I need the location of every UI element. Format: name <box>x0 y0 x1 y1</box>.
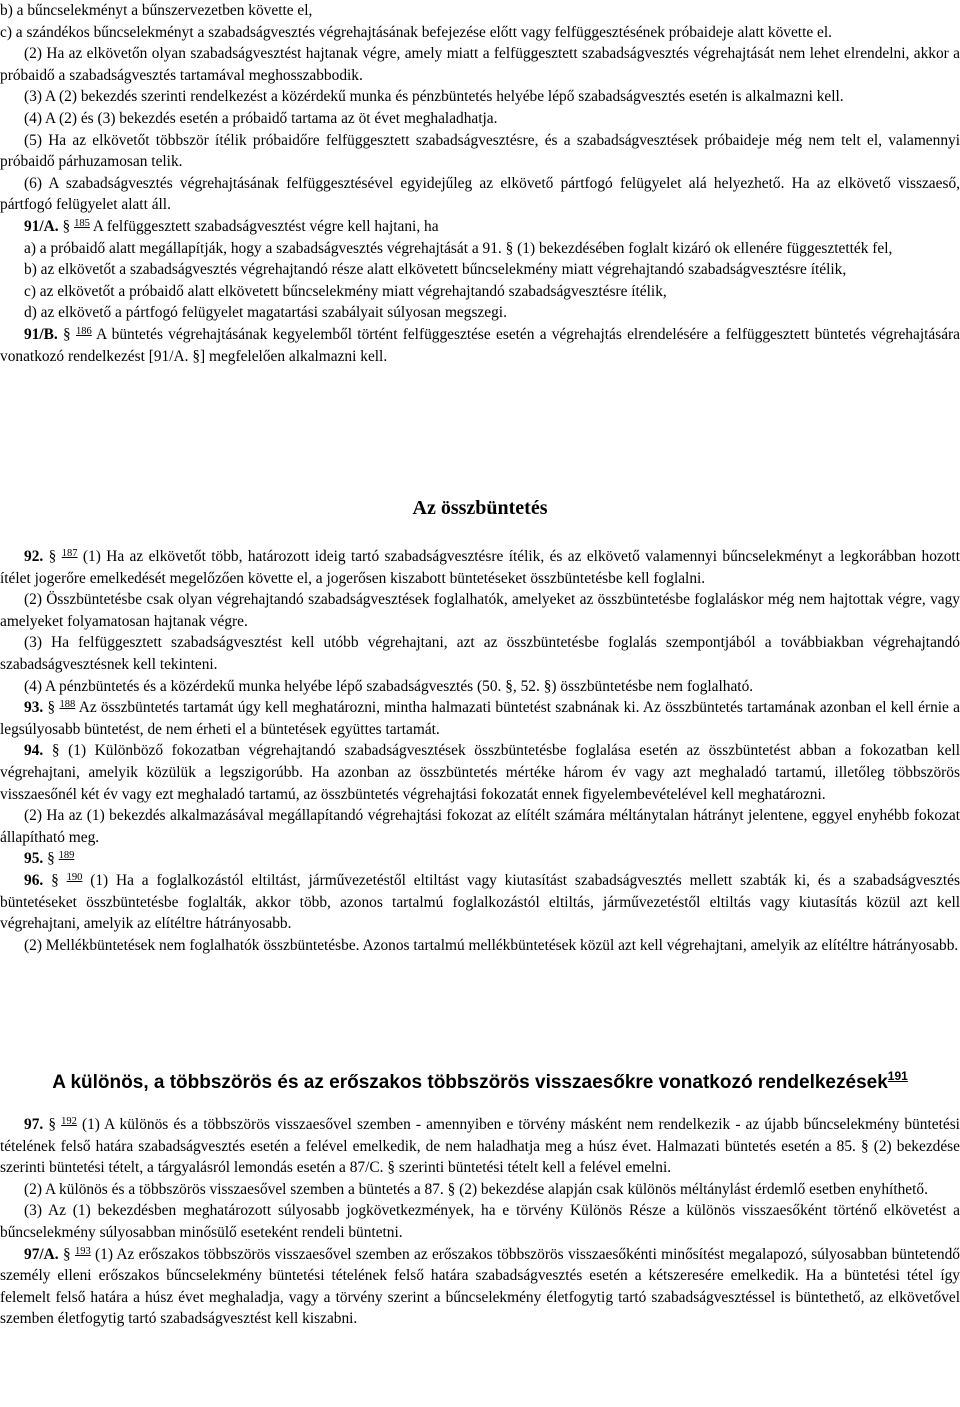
paragraph: (3) Ha felfüggesztett szabadságvesztést kell utóbb végrehajtani, azt az összbüntetésbe foglalás szempontjából a továbbiakban végrehajtandó szabadságvesztésnek kell tekinteni. <box>0 634 960 673</box>
paragraph: (2) Ha az elkövetőn olyan szabadságvesztést hajtanak végre, amely miatt a felfüggesztett szabadságvesztés végrehajtását nem lehet elrendelni, akkor a próbaidő a szabadságvesztés tartamával meghosszabbodik. <box>0 45 960 84</box>
section-number: 96. <box>24 871 44 889</box>
osszbuntetes-section <box>0 546 960 956</box>
list-item: a) a próbaidő alatt megállapítják, hogy a szabadságvesztés végrehajtását a 91. § (1) bekezdésében foglalt kizáró ok ellenére függesztették fel, <box>24 239 893 257</box>
section-95: 95. § $^{189}$ <box>24 850 75 868</box>
paragraph: c) a szándékos bűncselekményt a szabadságvesztés végrehajtásának befejezése előtt vagy felfüggesztésének próbaideje alatt követte el. <box>0 23 832 41</box>
footnote-ref[interactable]: 187 <box>61 548 78 559</box>
section-90-continuation <box>0 0 960 367</box>
section-96: 96. § $^{190}$ (1) Ha a foglalkozástól eltiltást, járművezetéstől eltiltást vagy kiutasítást szabadságvesztés mellett szabták ki, és a szabadságvesztés büntetéseket összbüntetésbe foglalták, akkor több, azonos tartalmú foglalkozástól eltiltás, járművezetéstől eltiltás vagy kiutasítás közül azt kell végrehajtani, amelyik az elítéltre hátrányosabb. <box>0 871 960 933</box>
section-number: 95. <box>24 850 44 868</box>
section-97: 97. § $^{192}$ (1) A különös és a többszörös visszaesővel szemben - amennyiben e törvény másként nem rendelkezik - az újabb bűncselekmény büntetési tételének felső határa szabadságvesztés esetén a felével emelkedik, de nem haladhatja meg a húsz évet. Halmazati büntetés esetén a 85. § (2) bekezdése szerinti büntetési tételt, a tárgyalásról lemondás esetén a 87/C. § szerinti büntetési tételt kell a felével emelni. <box>0 1116 960 1177</box>
section-text: Az összbüntetés tartamát úgy kell meghatározni, mintha halmazati büntetést szabnának ki. Az összbüntetés tartamának azonban el kell érnie a legsúlyosabb büntetést, de nem érheti el a büntetések együttes tartamát. <box>0 699 960 738</box>
paragraph: (2) A különös és a többszörös visszaesővel szemben a büntetés a 87. § (2) bekezdése alapján csak különös méltánylást érdemlő esetben enyhíthető. <box>24 1180 928 1198</box>
footnote-ref[interactable]: 192 <box>61 1116 77 1127</box>
section-number: 97. <box>24 1116 44 1133</box>
section-94 <box>0 740 960 805</box>
section-number: 91/B. <box>24 325 58 343</box>
paragraph: (2) Összbüntetésbe csak olyan végrehajtandó szabadságvesztések foglalhatók, amelyeket az összbüntetésbe foglaláskor még nem hajtottak végre, vagy amelyeket folyamatosan hajtanak végre. <box>0 591 960 630</box>
footnote-ref[interactable]: 186 <box>75 325 92 337</box>
paragraph: (6) A szabadságvesztés végrehajtásának felfüggesztésével egyidejűleg az elkövető pártfogó felügyelet alá helyezhető. Ha az elkövető visszaeső, pártfogó felügyelet alatt áll. <box>0 174 960 214</box>
section-number: 93. <box>24 699 44 717</box>
heading-osszbuntetes: Az összbüntetés <box>412 497 548 519</box>
section-text: (1) Ha a foglalkozástól eltiltást, járművezetéstől eltiltást vagy kiutasítást szabadságvesztés mellett szabták ki, és a szabadságvesztés büntetéseket összbüntetésbe foglalták, akkor több, azonos tartalmú foglalkozástól eltiltás, járművezetéstől eltiltás vagy kiutasítás közül azt kell végrehajtani, amelyik az elítéltre hátrányosabb. <box>0 871 960 933</box>
footnote-ref[interactable]: 189 <box>58 850 75 862</box>
paragraph: b) a bűncselekményt a bűnszervezetben követte el, <box>0 2 313 19</box>
section-text: A felfüggesztett szabadságvesztést végre kell hajtani, ha <box>92 217 439 235</box>
visszaesok-section <box>0 1114 960 1330</box>
paragraph: (5) Ha az elkövetőt többször ítélik próbaidőre felfüggesztett szabadságvesztésre, és a szabadságvesztések próbaideje még nem telt el, valamennyi próbaidő párhuzamosan telik. <box>0 131 960 171</box>
section-number: 91/A. <box>24 217 59 235</box>
footnote-ref[interactable]: 185 <box>74 217 90 229</box>
paragraph: (4) A (2) és (3) bekezdés esetén a próbaidő tartama az öt évet meghaladhatja. <box>24 109 498 127</box>
section-92: 92. § $^{187}$ (1) Ha az elkövetőt több, határozott ideig tartó szabadságvesztésre ítélik, és az elkövető valamennyi bűncselekményt a legkorábban hozott ítélet jogerőre emelkedését megelőzően követte el, a jogerősen kiszabott büntetéseket összbüntetésbe kell foglalni. <box>0 548 960 587</box>
paragraph: (3) A (2) bekezdés szerinti rendelkezést a közérdekű munka és pénzbüntetés helyébe lépő szabadságvesztés esetén is alkalmazni kell. <box>24 88 844 106</box>
heading-visszaesok <box>0 1064 960 1095</box>
paragraph: (3) Az (1) bekezdésben meghatározott súlyosabb jogkövetkezmények, ha e törvény Különös Része a különös visszaesőként történő elkövetést a bűncselekmény súlyosabban minősülő eseteként rendeli büntetni. <box>0 1202 960 1241</box>
section-number: 97/A. <box>24 1245 59 1263</box>
footnote-ref[interactable]: 191 <box>887 1069 908 1083</box>
section-text: (1) Ha az elkövetőt több, határozott ideig tartó szabadságvesztésre ítélik, és az elkövető valamennyi bűncselekményt a legkorábban hozott ítélet jogerőre emelkedését megelőzően követte el, a jogerősen kiszabott büntetéseket összbüntetésbe kell foglalni. <box>0 548 960 587</box>
section-91a: 91/A. § $^{185}$ A felfüggesztett szabadságvesztést végre kell hajtani, ha <box>24 217 439 235</box>
list-item: b) az elkövetőt a szabadságvesztés végrehajtandó része alatt elkövetett bűncselekmény miatt végrehajtandó szabadságvesztésre ítélik, <box>24 261 847 279</box>
section-97a: 97/A. § $^{193}$ (1) Az erőszakos többszörös visszaesővel szemben az erőszakos többszörös visszaesőkénti minősítést megalapozó, súlyosabban büntetendő személy elleni erőszakos bűncselekmény büntetési tételének felső határa szabadságvesztés esetén a kétszeresére emelkedik. Ha a büntetési tétel így felemelt felső határa a húsz évet meghaladja, vagy a törvény szerint a bűncselekmény életfogytig tartó szabadságvesztéssel is büntethető, az elkövetővel szemben életfogytig tartó szabadságvesztést kell kiszabni. <box>0 1245 960 1328</box>
section-text: (1) A különös és a többszörös visszaesővel szemben - amennyiben e törvény másként nem rendelkezik - az újabb bűncselekmény büntetési tételének felső határa szabadságvesztés esetén a felével emelkedik, de nem haladhatja meg a húsz évet. Halmazati büntetés esetén a 85. § (2) bekezdése szerinti büntetési tételt, a tárgyalásról lemondás esetén a 87/C. § szerinti büntetési tételt kell a felével emelni. <box>0 1116 960 1177</box>
section-93: 93. § $^{188}$ Az összbüntetés tartamát úgy kell meghatározni, mintha halmazati büntetést szabnának ki. Az összbüntetés tartamának azonban el kell érnie a legsúlyosabb büntetést, de nem érheti el a büntetések együttes tartamát. <box>0 699 960 738</box>
section-text: (1) Az erőszakos többszörös visszaesővel szemben az erőszakos többszörös visszaesőkénti minősítést megalapozó, súlyosabban büntetendő személy elleni erőszakos bűncselekmény büntetési tételének felső határa szabadságvesztés esetén a kétszeresére emelkedik. Ha a büntetési tétel így felemelt felső határa a húsz évet meghaladja, vagy a törvény szerint a bűncselekmény életfogytig tartó szabadságvesztéssel is büntethető, az elkövetővel szemben életfogytig tartó szabadságvesztést kell kiszabni. <box>0 1245 960 1328</box>
section-number: 94. <box>24 742 44 760</box>
footnote-ref[interactable]: 193 <box>74 1245 91 1257</box>
paragraph: (2) Mellékbüntetések nem foglalhatók összbüntetésbe. Azonos tartalmú mellékbüntetések közül azt kell végrehajtani, amelyik az elítéltre hátrányosabb. <box>24 936 959 954</box>
footnote-ref[interactable]: 190 <box>66 871 83 883</box>
section-text: A büntetés végrehajtásának kegyelemből történt felfüggesztése esetén a végrehajtás elrendelésére a felfüggesztett büntetés végrehajtására vonatkozó rendelkezést [91/A. §] megfelelően alkalmazni kell. <box>0 325 960 365</box>
paragraph: (4) A pénzbüntetés és a közérdekű munka helyébe lépő szabadságvesztés (50. §, 52. §) összbüntetésbe nem foglalható. <box>24 677 754 695</box>
heading-text: A különös, a többszörös és az erőszakos többszörös visszaesőkre vonatkozó rendelkezések <box>52 1072 888 1093</box>
section-number: 92. <box>24 548 44 565</box>
paragraph: (2) Ha az (1) bekezdés alkalmazásával megállapítandó végrehajtási fokozat az elítélt számára méltánytalan hátrányt jelentene, eggyel enyhébb fokozat állapítható meg. <box>0 807 960 846</box>
section-text: § (1) Különböző fokozatban végrehajtandó szabadságvesztések összbüntetésbe foglalása esetén az összbüntetést abban a fokozatban kell végrehajtani, amelyik közülük a legszigorúbb. Ha azonban az összbüntetés mértéke három év vagy azt meghaladó tartamú, illetőleg többszörös visszaesőnél két év vagy ezt meghaladó tartamú, az összbüntetés végrehajtási fokozatát ennek figyelembevételével kell meghatározni. <box>0 742 960 803</box>
footnote-ref[interactable]: 188 <box>59 699 76 711</box>
list-item: d) az elkövető a pártfogó felügyelet magatartási szabályait súlyosan megszegi. <box>24 304 507 322</box>
section-91b: 91/B. § $^{186}$ A büntetés végrehajtásának kegyelemből történt felfüggesztése esetén a végrehajtás elrendelésére a felfüggesztett büntetés végrehajtására vonatkozó rendelkezést [91/A. §] megfelelően alkalmazni kell. <box>0 325 960 365</box>
list-item: c) az elkövetőt a próbaidő alatt elkövetett bűncselekmény miatt végrehajtandó szabadságvesztésre ítélik, <box>24 282 667 300</box>
